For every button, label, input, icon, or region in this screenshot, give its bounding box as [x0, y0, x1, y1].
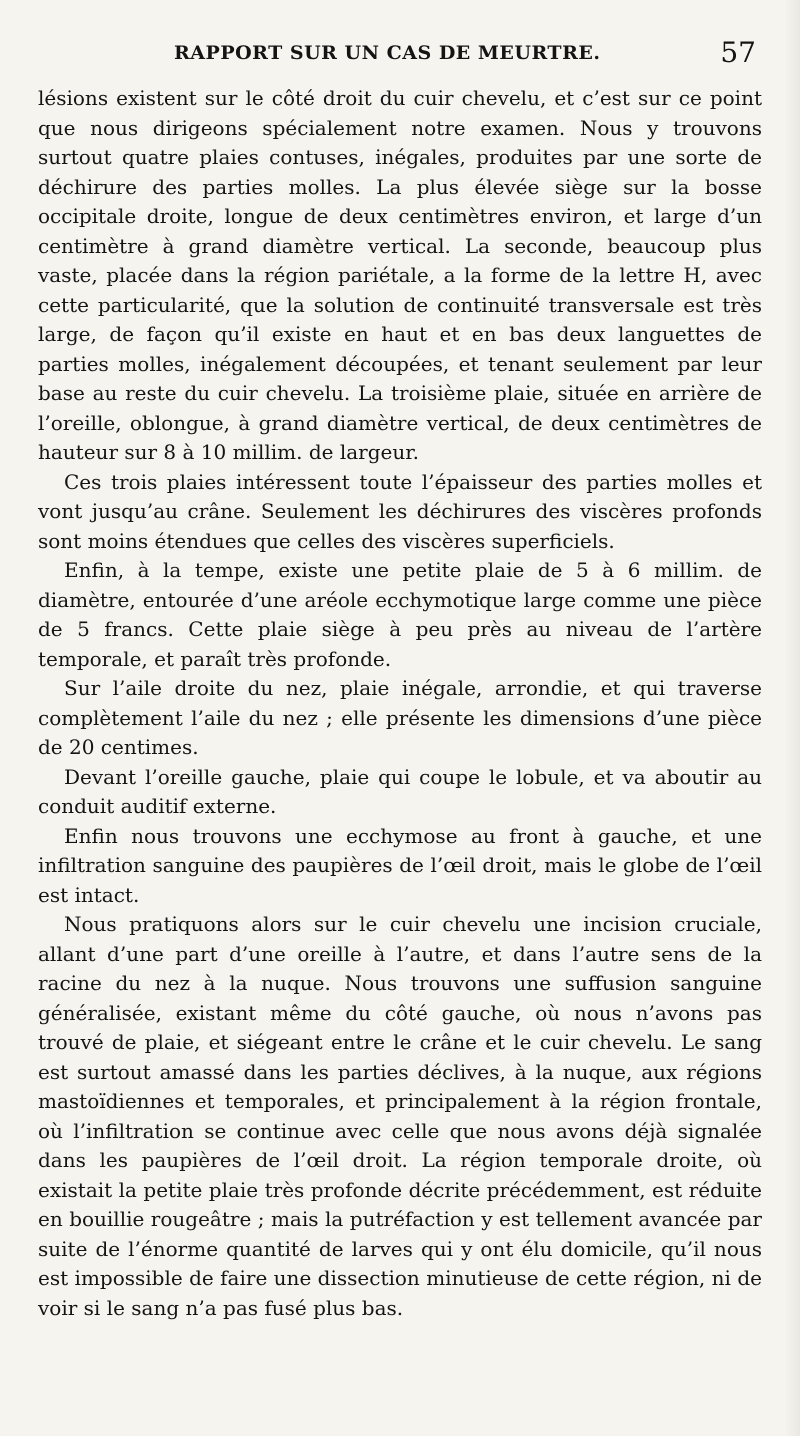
paragraph: Sur l’aile droite du nez, plaie inégale, arrondie, et qui traverse complètement l’aile du nez ; elle présente les dimensions d’une pièce de 20 centimes.	[38, 676, 762, 759]
running-title: RAPPORT SUR UN CAS DE MEURTRE.	[174, 42, 601, 64]
paragraph: Devant l’oreille gauche, plaie qui coupe le lobule, et va aboutir au conduit auditif externe.	[38, 764, 762, 818]
paragraph: Nous pratiquons alors sur le cuir chevelu une incision cruciale, allant d’une part d’une oreille à l’autre, et dans l’autre sens de la racine du nez à la nuque. Nous trouvons une suffusion sanguine généralisée, existant même du côté gauche, où nous n’avons pas trouvé de plaie, et siégeant entre le crâne et le cuir chevelu. Le sang est surtout amassé dans les parties déclives, à la nuque, aux régions mastoïdiennes et temporales, et principalement à la région frontale, où l’infiltration se continue avec celle que nous avons déjà signalée dans les paupières de l’œil droit. La région temporale droite, où existait la petite plaie très profonde décrite précédemment, est réduite en bouillie rougeâtre ; mais la putréfaction y est tellement avancée par suite de l’énorme quantité de larves qui y ont élu domicile, qu’il nous est impossible de faire une dissection minutieuse de cette région, ni de voir si le sang n’a pas fusé plus bas.	[38, 912, 762, 1320]
page-number: 57	[720, 36, 756, 69]
paragraph: Ces trois plaies intéressent toute l’épaisseur des parties molles et vont jusqu’au crâne. Seulement les déchirures des viscères profonds sont moins étendues que celles des viscères superficiels.	[38, 469, 762, 553]
paragraph: Enfin nous trouvons une ecchymose au front à gauche, et une infiltration sanguine des paupières de l’œil droit, mais le globe de l’œil est intact.	[38, 823, 762, 907]
page-edge-shadow	[784, 0, 800, 1436]
paragraph-continued: lésions existent sur le côté droit du cuir chevelu, et c’est sur ce point que nous dirigeons spécialement notre examen. Nous y trouvons surtout quatre plaies contuses, inégales, produites par une sorte de déchirure des parties molles. La plus élevée siège sur la bosse occipitale droite, longue de deux centimètres environ, et large d’un centimètre à grand diamètre vertical. La seconde, beaucoup plus vaste, placée dans la région pariétale, a la forme de la lettre H, avec cette particularité, que la solution de continuité transversale est très large, de façon qu’il existe en haut et en bas deux languettes de parties molles, inégalement découpées, et tenant seulement par leur base au reste du cuir chevelu. La troisième plaie, située en arrière de l’oreille, oblongue, à grand diamètre vertical, de deux centimètres de hauteur sur 8 à 10 millim. de largeur.	[38, 86, 762, 464]
body-text	[38, 84, 762, 1323]
running-header	[66, 36, 756, 72]
paragraph: Enfin, à la tempe, existe une petite plaie de 5 à 6 millim. de diamètre, entourée d’une aréole ecchymotique large comme une pièce de 5 francs. Cette plaie siège à peu près au niveau de l’artère temporale, et paraît très profonde.	[38, 558, 762, 671]
